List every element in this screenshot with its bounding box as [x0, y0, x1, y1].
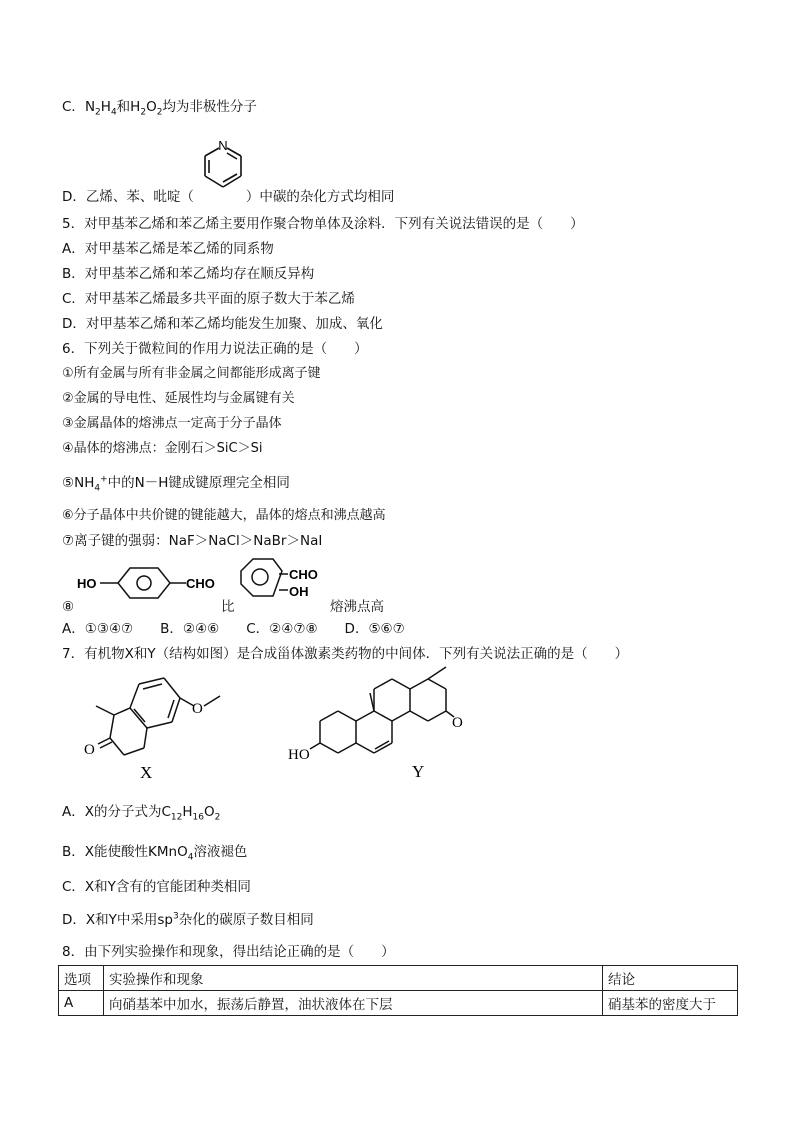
table-row	[59, 991, 738, 1016]
q5-option-b: B．对甲基苯乙烯和苯乙烯均存在顺反异构	[62, 266, 315, 282]
q7-option-c: C．X和Y含有的官能团种类相同	[62, 879, 251, 895]
q6-statement-8-num: ⑧	[62, 599, 75, 615]
m1-ho-label: HO	[77, 576, 97, 591]
header-conclusion: 结论	[603, 966, 738, 991]
pyridine-structure	[196, 133, 256, 195]
q8-experiment-table	[58, 965, 738, 1016]
q4-option-d: D．乙烯、苯、吡啶（ ）中碳的杂化方式均相同	[62, 189, 395, 205]
q7-stem: 7．有机物X和Y（结构如图）是合成甾体激素类药物的中间体．下列有关说法正确的是（ ）	[62, 646, 629, 662]
q6-statement-1: ①所有金属与所有非金属之间都能形成离子键	[62, 366, 321, 381]
q6-statement-7: ⑦离子键的强弱：NaF＞NaCl＞NaBr＞NaI	[62, 533, 323, 549]
q5-option-c: C．对甲基苯乙烯最多共平面的原子数大于苯乙烯	[62, 291, 355, 307]
q5-option-a: A．对甲基苯乙烯是苯乙烯的同系物	[62, 241, 274, 257]
x-ketone-o-label: O	[84, 742, 95, 758]
compound-y-structure	[286, 663, 476, 783]
row-a-operation: 向硝基苯中加水，振荡后静置，油状液体在下层	[104, 991, 603, 1016]
q5-option-d: D．对甲基苯乙烯和苯乙烯均能发生加聚、加成、氧化	[62, 316, 383, 332]
q4-option-c: C．$N_2H_4$和$H_2O_2$均为非极性分子	[62, 99, 257, 118]
p-hydroxybenzaldehyde-structure	[74, 560, 224, 610]
header-operation: 实验操作和现象	[104, 966, 603, 991]
q6-statement-8-end: 熔沸点高	[330, 599, 384, 615]
m2-oh-label: OH	[289, 584, 309, 599]
y-ketone-o-label: O	[452, 715, 463, 731]
q6-statement-3: ③金属晶体的熔沸点一定高于分子晶体	[62, 416, 282, 431]
q8-stem: 8．由下列实验操作和现象，得出结论正确的是（ ）	[62, 944, 395, 960]
y-hydroxyl-label: HO	[288, 747, 310, 763]
q7-option-d: D．X和Y中采用$sp^3$杂化的碳原子数目相同	[62, 911, 314, 928]
table-header-row	[59, 966, 738, 991]
x-methoxy-o-label: O	[192, 701, 203, 717]
m2-cho-label: CHO	[289, 567, 318, 582]
o-hydroxybenzaldehyde-structure	[236, 556, 336, 612]
q6-statement-4: ④晶体的熔沸点：金刚石＞SiC＞Si	[62, 441, 263, 456]
y-compound-label: Y	[412, 762, 425, 781]
header-option: 选项	[59, 966, 104, 991]
q6-statement-8-compare: 比	[221, 599, 235, 615]
q6-options: A．①③④⑦ B．②④⑥ C．②④⑦⑧ D．⑤⑥⑦	[62, 621, 405, 637]
m1-cho-label: CHO	[186, 576, 215, 591]
q6-statement-2: ②金属的导电性、延展性均与金属键有关	[62, 391, 295, 406]
q7-option-b: B．X能使酸性KMnO$_4$溶液褪色	[62, 844, 248, 863]
q6-statement-6: ⑥分子晶体中共价键的键能越大，晶体的熔点和沸点越高	[62, 508, 386, 523]
q6-stem: 6．下列关于微粒间的作用力说法正确的是（ ）	[62, 341, 368, 357]
pyridine-n-label: N	[218, 138, 228, 153]
row-a-conclusion: 硝基苯的密度大于	[603, 991, 738, 1016]
row-a-option: A	[59, 991, 104, 1016]
x-compound-label: X	[140, 763, 153, 782]
q5-stem: 5．对甲基苯乙烯和苯乙烯主要用作聚合物单体及涂料．下列有关说法错误的是（ ）	[62, 216, 584, 232]
compound-x-structure	[72, 668, 240, 788]
q6-statement-5: $⑤NH_4^+$中的N－H键成键原理完全相同	[62, 474, 290, 494]
q7-option-a: A．X的分子式为$C_{12}H_{16}O_2$	[62, 804, 221, 823]
